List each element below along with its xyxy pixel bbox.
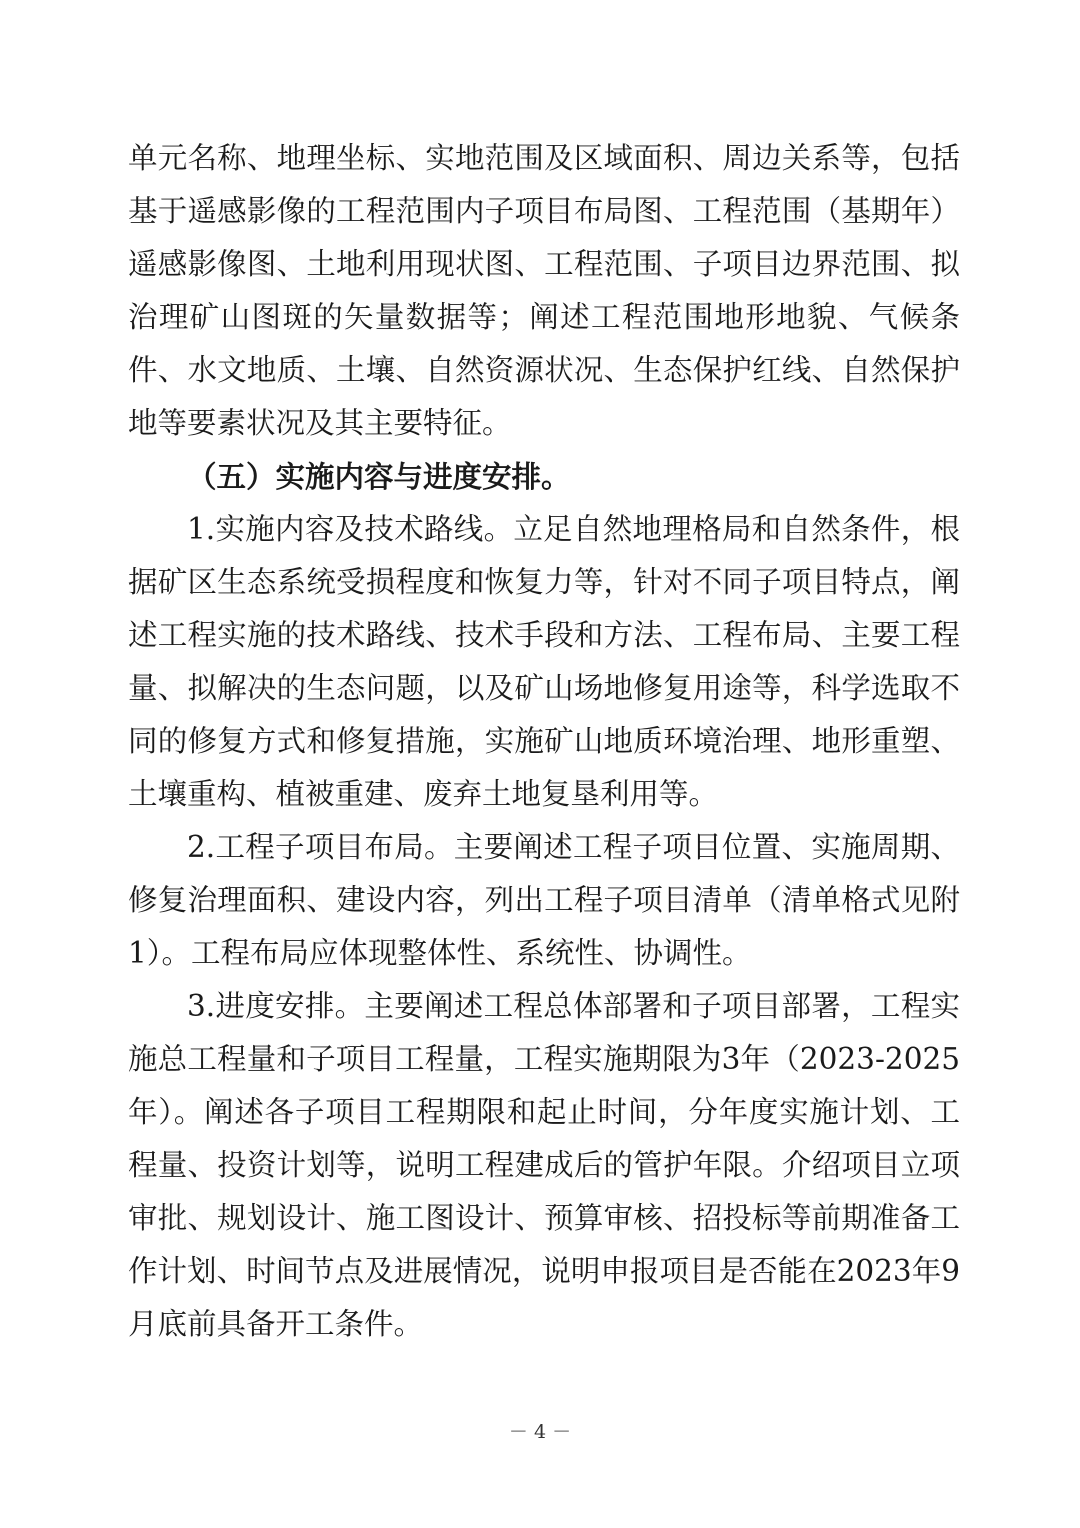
paragraph-item-3: 3.进度安排。主要阐述工程总体部署和子项目部署，工程实施总工程量和子项目工程量，工程实施期限为3年（2023-2025年）。阐述各子项目工程期限和起止时间，分年度实施计划、工程量、投资计划等，说明工程建成后的管护年限。介绍项目立项审批、规划设计、施工图设计、预算审核、招投标等前期准备工作计划、时间节点及进展情况，说明申报项目是否能在2023年9月底前具备开工条件。 [128,989,960,1341]
section-heading: （五）实施内容与进度安排。 [187,459,571,494]
page-number: － 4 － [508,1421,572,1443]
document-body [128,132,960,1351]
paragraph-continued: 单元名称、地理坐标、实地范围及区域面积、周边关系等，包括基于遥感影像的工程范围内子项目布局图、工程范围（基期年）遥感影像图、土地利用现状图、工程范围、子项目边界范围、拟治理矿山图斑的矢量数据等；阐述工程范围地形地貌、气候条件、水文地质、土壤、自然资源状况、生态保护红线、自然保护地等要素状况及其主要特征。 [128,141,960,440]
paragraph-item-2: 2.工程子项目布局。主要阐述工程子项目位置、实施周期、修复治理面积、建设内容，列出工程子项目清单（清单格式见附1）。工程布局应体现整体性、系统性、协调性。 [128,830,960,970]
paragraph-item-1: 1.实施内容及技术路线。立足自然地理格局和自然条件，根据矿区生态系统受损程度和恢复力等，针对不同子项目特点，阐述工程实施的技术路线、技术手段和方法、工程布局、主要工程量、拟解决的生态问题，以及矿山场地修复用途等，科学选取不同的修复方式和修复措施，实施矿山地质环境治理、地形重塑、土壤重构、植被重建、废弃土地复垦利用等。 [128,512,960,811]
